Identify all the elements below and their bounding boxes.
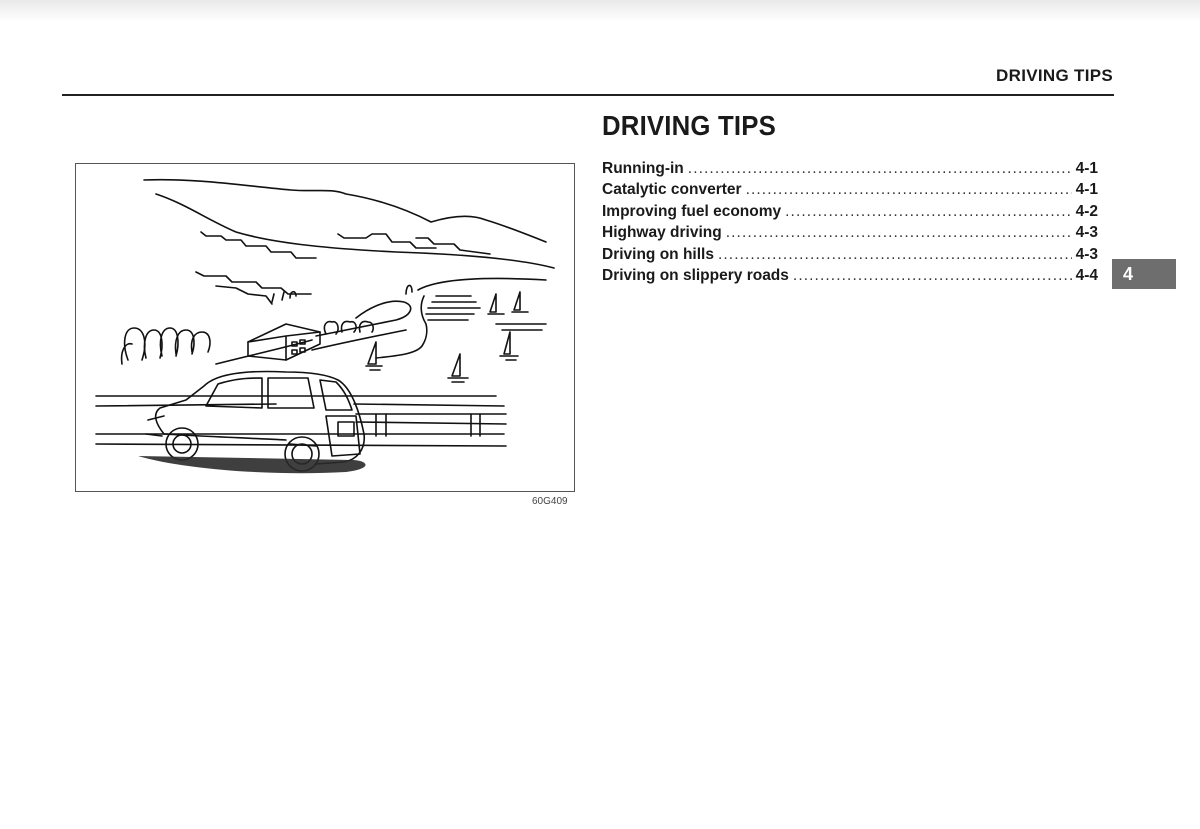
toc-label: Highway driving: [602, 224, 722, 242]
figure-code: 60G409: [532, 496, 568, 507]
toc-leader: [718, 246, 1072, 264]
toc-label: Driving on hills: [602, 245, 714, 263]
table-of-contents: [602, 160, 1098, 288]
toc-label: Running-in: [602, 160, 684, 177]
toc-leader: [746, 181, 1072, 199]
toc-leader: [726, 224, 1072, 242]
chapter-title: DRIVING TIPS: [602, 110, 776, 141]
toc-page: 4-3: [1075, 224, 1098, 242]
toc-page: 4-2: [1075, 202, 1098, 220]
toc-leader: [688, 160, 1072, 178]
toc-item-highway-driving[interactable]: [602, 224, 1098, 245]
toc-item-driving-on-hills[interactable]: [602, 246, 1098, 267]
toc-item-running-in[interactable]: [602, 160, 1098, 181]
toc-label: Improving fuel economy: [602, 202, 782, 220]
toc-page: 4-4: [1075, 266, 1098, 284]
toc-page: 4-1: [1075, 160, 1098, 177]
chapter-tab[interactable]: 4: [1112, 259, 1176, 289]
toc-item-driving-on-slippery-roads[interactable]: [602, 267, 1098, 288]
toc-leader: [793, 267, 1072, 285]
toc-page: 4-3: [1075, 245, 1098, 263]
toc-label: Catalytic converter: [602, 181, 742, 199]
header-rule: [62, 94, 1114, 96]
toc-item-catalytic-converter[interactable]: [602, 181, 1098, 202]
toc-leader: [785, 203, 1071, 221]
driving-illustration: [75, 163, 575, 492]
running-head: DRIVING TIPS: [996, 66, 1113, 85]
toc-item-improving-fuel-economy[interactable]: [602, 203, 1098, 224]
toc-label: Driving on slippery roads: [602, 266, 789, 284]
scan-edge-shade: [0, 0, 1200, 22]
toc-page: 4-1: [1075, 181, 1098, 199]
